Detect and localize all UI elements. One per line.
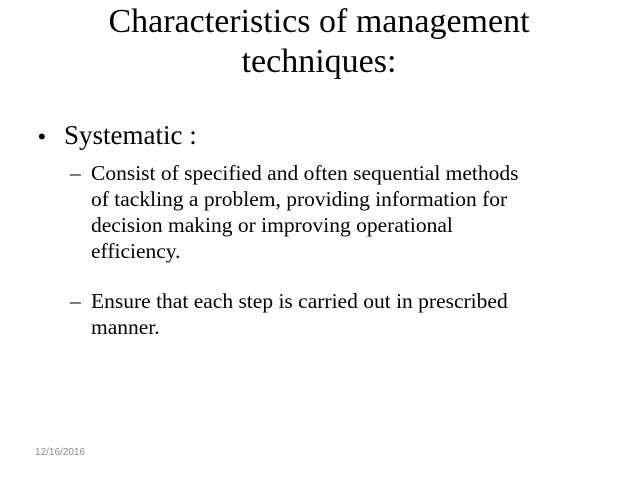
title-line-2: techniques:: [241, 43, 397, 80]
sub-bullet-1-line-4: efficiency.: [91, 239, 181, 263]
sub-bullet-1: [70, 160, 590, 264]
footer-date: 12/16/2016: [35, 447, 86, 458]
bullet-dot-icon: •: [38, 124, 46, 149]
sub-bullet-1-line-3: decision making or improving operational: [91, 213, 453, 237]
sub-bullet-2-line-1: Ensure that each step is carried out in prescribed: [91, 289, 508, 313]
dash-icon: –: [70, 161, 81, 185]
bullet-label: Systematic :: [64, 120, 197, 150]
sub-bullet-2: [70, 288, 590, 340]
sub-bullet-2-line-2: manner.: [91, 315, 160, 339]
sub-bullet-1-line-2: of tackling a problem, providing information for: [91, 187, 508, 211]
sub-bullet-1-text: [91, 160, 590, 264]
sub-bullet-2-text: [91, 288, 590, 340]
slide-title: [60, 2, 578, 82]
sub-bullet-1-line-1: Consist of specified and often sequential methods: [91, 161, 519, 185]
bullet-systematic: [38, 119, 197, 153]
dash-icon: –: [70, 289, 81, 313]
title-line-1: Characteristics of management: [108, 3, 530, 40]
